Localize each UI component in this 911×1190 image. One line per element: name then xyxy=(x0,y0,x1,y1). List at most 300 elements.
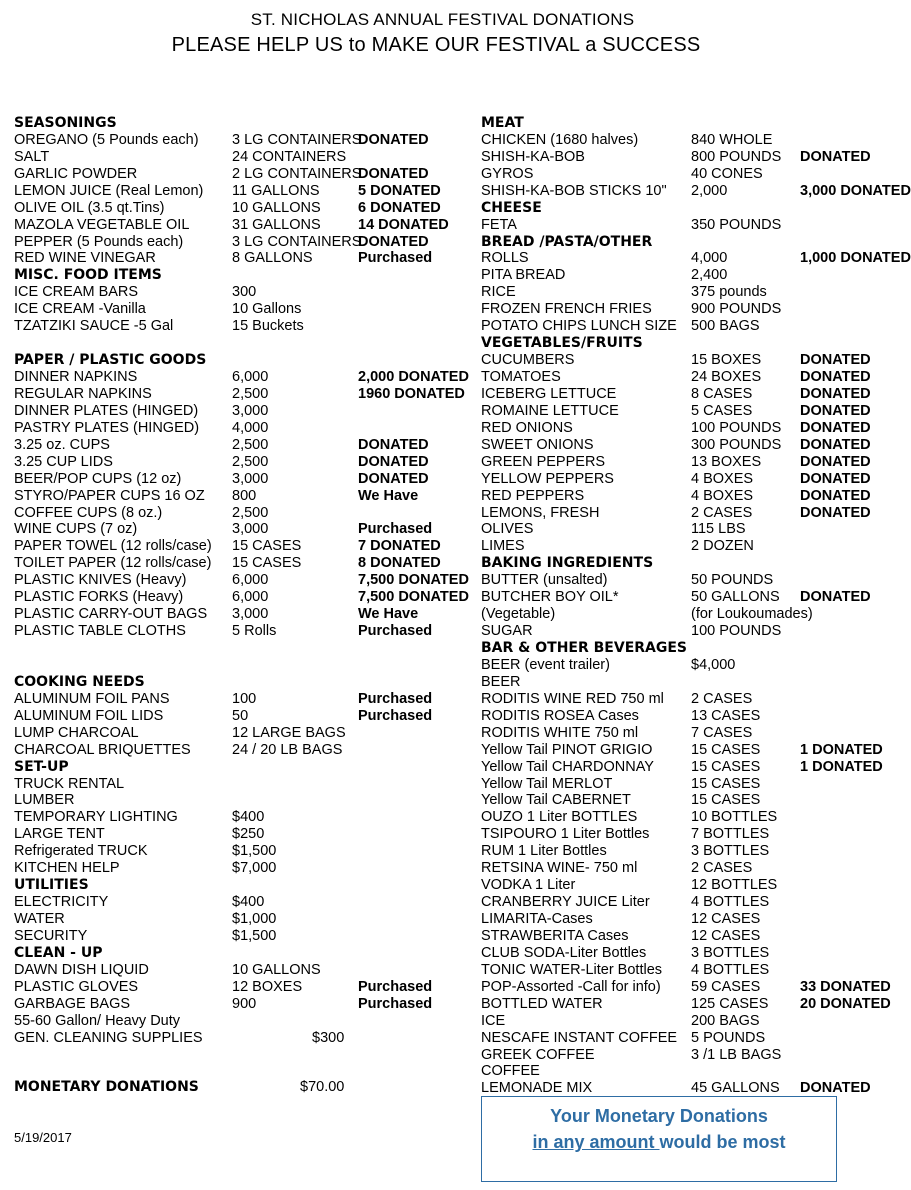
item-quantity: 24 CONTAINERS xyxy=(232,148,347,165)
item-name: ALUMINUM FOIL PANS xyxy=(14,690,170,707)
donation-item-row xyxy=(481,1030,900,1047)
item-quantity: 800 xyxy=(232,487,257,504)
item-name: BEER (event trailer) xyxy=(481,656,610,673)
item-name: ICEBERG LETTUCE xyxy=(481,385,617,402)
item-status: DONATED xyxy=(800,419,871,436)
item-name: PAPER TOWEL (12 rolls/case) xyxy=(14,538,212,555)
donation-item-row xyxy=(481,843,900,860)
donation-item-row xyxy=(481,928,900,945)
donation-item-row xyxy=(481,1080,900,1097)
spacer-row xyxy=(14,657,480,674)
item-quantity: 5 Rolls xyxy=(232,623,277,640)
item-name: VODKA 1 Liter xyxy=(481,877,576,894)
item-quantity: 2 CASES xyxy=(691,504,753,521)
item-name: POP-Assorted -Call for info) xyxy=(481,978,661,995)
item-quantity: 45 GALLONS xyxy=(691,1080,780,1097)
item-status: 14 DONATED xyxy=(358,216,449,233)
item-quantity: 10 BOTTLES xyxy=(691,809,778,826)
donation-item-row xyxy=(481,979,900,996)
item-status: Purchased xyxy=(358,707,433,724)
item-name: ICE CREAM -Vanilla xyxy=(14,301,146,318)
item-status: DONATED xyxy=(800,385,871,402)
item-name: OLIVE OIL (3.5 qt.Tins) xyxy=(14,199,165,216)
item-status: Purchased xyxy=(358,978,433,995)
item-quantity: 840 WHOLE xyxy=(691,131,773,148)
item-quantity: 4 BOXES xyxy=(691,487,754,504)
item-name: CUCUMBERS xyxy=(481,352,575,369)
item-status: 3,000 DONATED xyxy=(800,182,911,199)
donation-item-row xyxy=(14,1030,480,1047)
item-name: RODITIS ROSEA Cases xyxy=(481,707,639,724)
left-donation-list xyxy=(14,98,480,1047)
item-status: Purchased xyxy=(358,995,433,1012)
item-quantity: 2,500 xyxy=(232,453,269,470)
donation-item-row xyxy=(14,843,480,860)
item-name: LUMP CHARCOAL xyxy=(14,724,139,741)
item-name: OUZO 1 Liter BOTTLES xyxy=(481,809,638,826)
item-quantity: $1,000 xyxy=(232,911,277,927)
section-header xyxy=(14,674,480,691)
donation-item-row xyxy=(14,911,480,928)
item-name: RODITIS WHITE 750 ml xyxy=(481,724,639,741)
donation-item-row xyxy=(14,725,480,742)
item-name: STRAWBERITA Cases xyxy=(481,927,629,944)
item-status: DONATED xyxy=(358,453,429,470)
donation-item-row xyxy=(481,505,900,522)
donation-item-row xyxy=(481,182,911,200)
donation-item-row xyxy=(14,792,480,809)
donation-item-row xyxy=(14,250,480,267)
donation-item-row xyxy=(14,183,480,200)
item-quantity: 10 GALLONS xyxy=(232,961,321,978)
donation-item-row xyxy=(14,301,480,318)
donation-item-row xyxy=(481,386,900,403)
item-name: ALUMINUM FOIL LIDS xyxy=(14,707,164,724)
item-name: BUTCHER BOY OIL* xyxy=(481,589,619,606)
item-quantity: 40 CONES xyxy=(691,165,763,182)
item-quantity: 6,000 xyxy=(232,589,269,606)
item-status: 7,500 DONATED xyxy=(358,572,469,589)
item-name: RODITIS WINE RED 750 ml xyxy=(481,690,664,707)
item-quantity: 24 BOXES xyxy=(691,369,762,385)
donation-item-row xyxy=(14,471,480,488)
item-quantity: 13 BOXES xyxy=(691,453,762,470)
callout-line1: Your Monetary Donations xyxy=(550,1106,768,1126)
item-name: ROMAINE LETTUCE xyxy=(481,402,619,419)
item-name: GYROS xyxy=(481,165,534,182)
item-name: Yellow Tail CHARDONNAY xyxy=(481,758,654,775)
item-quantity: 100 POUNDS xyxy=(691,419,782,436)
section-header-text: UTILITIES xyxy=(14,877,89,894)
donation-item-row xyxy=(14,369,480,386)
item-name: ELECTRICITY xyxy=(14,894,109,911)
donation-item-row xyxy=(481,606,900,623)
item-name: PITA BREAD xyxy=(481,267,566,284)
donation-item-row xyxy=(14,200,480,217)
item-status: DONATED xyxy=(800,148,871,165)
item-quantity: $400 xyxy=(232,894,265,911)
item-quantity: 900 POUNDS xyxy=(691,301,782,318)
section-header-text: BAR & OTHER BEVERAGES xyxy=(481,640,688,656)
item-name: POTATO CHIPS LUNCH SIZE xyxy=(481,318,677,335)
item-status: DONATED xyxy=(358,131,429,148)
donation-item-row xyxy=(14,488,480,505)
section-header xyxy=(481,555,900,572)
donation-item-row xyxy=(481,792,900,809)
section-header-text: VEGETABLES/FRUITS xyxy=(481,335,643,352)
item-name: BEER xyxy=(481,673,521,690)
item-status: DONATED xyxy=(358,470,429,487)
section-header xyxy=(481,335,900,352)
item-name: CLUB SODA-Liter Bottles xyxy=(481,944,647,961)
item-quantity: 800 POUNDS xyxy=(691,148,782,165)
donation-item-row xyxy=(481,894,900,911)
section-header xyxy=(481,115,900,132)
item-quantity: 59 CASES xyxy=(691,978,761,995)
item-name: NESCAFE INSTANT COFFEE xyxy=(481,1029,678,1046)
section-header-text: PAPER / PLASTIC GOODS xyxy=(14,352,207,369)
item-status: We Have xyxy=(358,487,419,504)
item-name: PLASTIC CARRY-OUT BAGS xyxy=(14,606,208,623)
section-header xyxy=(14,877,480,894)
section-header-text: SET-UP xyxy=(14,758,69,775)
donation-item-row xyxy=(481,826,900,843)
donation-item-row xyxy=(481,471,900,488)
donation-item-row xyxy=(14,776,480,793)
donation-item-row xyxy=(481,437,900,454)
item-quantity: 115 LBS xyxy=(691,521,746,538)
item-quantity: 50 GALLONS xyxy=(691,589,780,606)
donation-item-row xyxy=(14,742,480,759)
item-status: DONATED xyxy=(800,402,871,419)
item-name: CRANBERRY JUICE Liter xyxy=(481,894,650,911)
item-quantity: 15 CASES xyxy=(232,555,302,572)
item-name: LIMES xyxy=(481,538,525,555)
item-quantity: 12 CASES xyxy=(691,911,761,927)
donation-item-row xyxy=(481,318,900,335)
item-quantity: 4 BOTTLES xyxy=(691,961,770,978)
donation-item-row xyxy=(481,284,900,301)
item-name: DINNER NAPKINS xyxy=(14,369,138,385)
donation-item-row xyxy=(14,572,480,589)
donation-item-row xyxy=(481,674,900,691)
donation-item-row xyxy=(481,250,911,267)
donation-item-row xyxy=(481,572,900,589)
donation-item-row xyxy=(481,217,900,234)
callout-underlined-text: in any amount xyxy=(532,1132,660,1152)
item-name: WATER xyxy=(14,911,65,927)
donation-item-row xyxy=(14,386,480,403)
donation-item-row xyxy=(481,945,900,962)
item-status: DONATED xyxy=(800,453,871,470)
item-name: 3.25 CUP LIDS xyxy=(14,453,113,470)
item-name: TOILET PAPER (12 rolls/case) xyxy=(14,555,212,572)
donation-item-row xyxy=(14,538,480,555)
item-quantity: 15 CASES xyxy=(691,775,761,792)
item-status: 1960 DONATED xyxy=(358,385,465,402)
item-status: 8 DONATED xyxy=(358,555,441,572)
section-header xyxy=(14,945,480,962)
donation-item-row xyxy=(481,962,900,979)
item-quantity: 3,000 xyxy=(232,402,269,419)
donation-item-row xyxy=(481,725,900,742)
item-status: 6 DONATED xyxy=(358,199,441,216)
item-name: PEPPER (5 Pounds each) xyxy=(14,233,184,250)
item-name: 3.25 oz. CUPS xyxy=(14,436,110,453)
item-name: SHISH-KA-BOB STICKS 10" xyxy=(481,182,667,199)
item-name: 55-60 Gallon/ Heavy Duty xyxy=(14,1012,181,1029)
item-quantity: 7 CASES xyxy=(691,724,753,741)
donation-item-row xyxy=(14,860,480,877)
item-name: TSIPOURO 1 Liter Bottles xyxy=(481,826,650,843)
donation-item-row xyxy=(481,454,900,471)
item-name: RED WINE VINEGAR xyxy=(14,250,156,267)
monetary-donations-label: MONETARY DONATIONS xyxy=(14,1079,199,1095)
item-quantity: 15 CASES xyxy=(232,538,302,555)
item-quantity: 50 xyxy=(232,707,249,724)
item-quantity: (for Loukoumades) xyxy=(691,606,813,623)
item-quantity: 12 BOXES xyxy=(232,978,303,995)
section-header-text: BAKING INGREDIENTS xyxy=(481,555,654,572)
donation-item-row xyxy=(481,166,900,183)
item-name: LIMARITA-Cases xyxy=(481,911,593,927)
donation-item-row xyxy=(481,488,900,505)
item-quantity: 24 / 20 LB BAGS xyxy=(232,741,343,758)
item-name: KITCHEN HELP xyxy=(14,860,120,877)
item-quantity: 3,000 xyxy=(232,470,269,487)
section-header-text: MEAT xyxy=(481,114,524,131)
item-quantity: 4 BOXES xyxy=(691,470,754,487)
item-quantity: 4 BOTTLES xyxy=(691,894,770,911)
item-status: Purchased xyxy=(358,690,433,707)
item-quantity: 50 POUNDS xyxy=(691,572,774,589)
item-quantity: $250 xyxy=(232,826,265,843)
item-status: 2,000 DONATED xyxy=(358,369,469,385)
item-name: RED PEPPERS xyxy=(481,487,585,504)
item-name: TRUCK RENTAL xyxy=(14,775,125,792)
item-quantity: 2,500 xyxy=(232,436,269,453)
donation-item-row xyxy=(14,809,480,826)
item-name: TEMPORARY LIGHTING xyxy=(14,809,178,826)
donation-item-row xyxy=(14,606,480,623)
item-quantity: 125 CASES xyxy=(691,995,769,1012)
donation-item-row xyxy=(14,979,480,996)
item-name: GEN. CLEANING SUPPLIES xyxy=(14,1029,203,1046)
donation-item-row xyxy=(14,996,480,1013)
item-name: GARBAGE BAGS xyxy=(14,995,131,1012)
item-quantity: 350 POUNDS xyxy=(691,216,782,233)
item-quantity: 2,400 xyxy=(691,267,728,284)
donation-item-row xyxy=(14,420,480,437)
donation-item-row xyxy=(14,454,480,471)
item-quantity: 5 POUNDS xyxy=(691,1029,766,1046)
item-name: ROLLS xyxy=(481,250,529,267)
item-name: WINE CUPS (7 oz) xyxy=(14,521,138,538)
item-quantity: 2 DOZEN xyxy=(691,538,754,555)
donation-item-row xyxy=(481,352,900,369)
item-name: SUGAR xyxy=(481,623,533,640)
item-status: 5 DONATED xyxy=(358,182,441,199)
item-quantity: 15 Buckets xyxy=(232,318,304,335)
item-name: Yellow Tail MERLOT xyxy=(481,775,613,792)
donation-item-row xyxy=(14,962,480,979)
donation-item-row xyxy=(481,1013,900,1030)
item-name: RICE xyxy=(481,284,516,301)
section-header xyxy=(14,115,480,132)
callout-line2 xyxy=(482,1129,836,1155)
donation-item-row xyxy=(14,166,480,183)
item-quantity: 3 BOTTLES xyxy=(691,843,770,860)
item-status: DONATED xyxy=(800,470,871,487)
item-name: GREEK COFFEE xyxy=(481,1046,595,1063)
item-name: PLASTIC TABLE CLOTHS xyxy=(14,623,186,640)
item-name: PLASTIC KNIVES (Heavy) xyxy=(14,572,187,589)
item-quantity: 3,000 xyxy=(232,606,269,623)
donation-item-row xyxy=(14,521,480,538)
item-name: MAZOLA VEGETABLE OIL xyxy=(14,216,190,233)
item-name: DINNER PLATES (HINGED) xyxy=(14,402,199,419)
item-name: CHARCOAL BRIQUETTES xyxy=(14,741,191,758)
item-name: GREEN PEPPERS xyxy=(481,453,606,470)
item-quantity: 12 BOTTLES xyxy=(691,877,778,894)
section-header xyxy=(481,640,900,657)
item-quantity: 500 BAGS xyxy=(691,318,760,335)
item-quantity: $1,500 xyxy=(232,927,277,944)
item-status: DONATED xyxy=(800,504,871,521)
item-quantity: 12 CASES xyxy=(691,927,761,944)
item-status: DONATED xyxy=(800,369,871,385)
monetary-donations-callout xyxy=(481,1096,837,1182)
item-quantity: 4,000 xyxy=(691,250,728,267)
item-name: RED ONIONS xyxy=(481,419,573,436)
donation-item-row xyxy=(14,234,480,251)
section-header-text: BREAD /PASTA/OTHER xyxy=(481,233,653,250)
item-quantity: 15 BOXES xyxy=(691,352,762,369)
item-name: RUM 1 Liter Bottles xyxy=(481,843,607,860)
donation-item-row xyxy=(481,742,900,759)
donation-item-row xyxy=(14,826,480,843)
donation-item-row xyxy=(481,776,900,793)
item-name: STYRO/PAPER CUPS 16 OZ xyxy=(14,487,205,504)
donation-item-row xyxy=(481,149,900,166)
donation-item-row xyxy=(481,860,900,877)
item-name: CHICKEN (1680 halves) xyxy=(481,131,639,148)
item-quantity: 300 POUNDS xyxy=(691,436,782,453)
item-quantity: 3 /1 LB BAGS xyxy=(691,1046,782,1063)
item-name: YELLOW PEPPERS xyxy=(481,470,614,487)
donation-item-row xyxy=(481,301,900,318)
right-donation-list xyxy=(481,98,911,1097)
item-quantity: 8 GALLONS xyxy=(232,250,313,267)
section-header xyxy=(14,352,480,369)
donation-item-row xyxy=(14,623,480,640)
item-status: We Have xyxy=(358,606,419,623)
item-name: RETSINA WINE- 750 ml xyxy=(481,860,638,877)
donation-item-row xyxy=(481,1047,900,1064)
item-quantity: 10 GALLONS xyxy=(232,199,321,216)
item-quantity: 2 CASES xyxy=(691,690,753,707)
spacer-row xyxy=(14,640,480,657)
item-quantity: 8 CASES xyxy=(691,385,753,402)
item-status: DONATED xyxy=(800,487,871,504)
item-quantity: $1,500 xyxy=(232,843,277,860)
item-name: OREGANO (5 Pounds each) xyxy=(14,131,199,148)
item-quantity: 7 BOTTLES xyxy=(691,826,770,843)
donation-item-row xyxy=(481,267,900,284)
donation-item-row xyxy=(481,589,900,606)
item-status: 1,000 DONATED xyxy=(800,250,911,267)
donation-item-row xyxy=(14,132,480,149)
donation-item-row xyxy=(481,403,900,420)
item-quantity: 2,500 xyxy=(232,385,269,402)
spacer-row xyxy=(481,98,900,115)
item-name: ICE xyxy=(481,1012,506,1029)
item-quantity: 2 CASES xyxy=(691,860,753,877)
donation-item-row xyxy=(481,759,900,776)
item-name: LEMONADE MIX xyxy=(481,1080,593,1097)
item-name: BEER/POP CUPS (12 oz) xyxy=(14,470,182,487)
donation-item-row xyxy=(481,132,900,149)
item-status: 20 DONATED xyxy=(800,995,891,1012)
item-name: TOMATOES xyxy=(481,369,561,385)
item-name: GARLIC POWDER xyxy=(14,165,138,182)
item-quantity: 900 xyxy=(232,995,257,1012)
item-quantity: $7,000 xyxy=(232,860,277,877)
item-quantity: 3,000 xyxy=(232,521,269,538)
item-quantity: 100 xyxy=(232,690,257,707)
item-name: OLIVES xyxy=(481,521,534,538)
item-status: Purchased xyxy=(358,521,433,538)
item-name: SWEET ONIONS xyxy=(481,436,594,453)
donation-item-row xyxy=(481,657,900,674)
donation-item-row xyxy=(481,538,900,555)
donation-item-row xyxy=(14,928,480,945)
item-name: Yellow Tail PINOT GRIGIO xyxy=(481,741,653,758)
donation-item-row xyxy=(481,911,900,928)
donation-item-row xyxy=(14,555,480,572)
item-name: Yellow Tail CABERNET xyxy=(481,792,631,809)
item-status: DONATED xyxy=(358,233,429,250)
item-quantity: 15 CASES xyxy=(691,758,761,775)
donation-item-row xyxy=(14,149,480,166)
item-status: DONATED xyxy=(800,1080,871,1097)
item-name: ICE CREAM BARS xyxy=(14,284,139,301)
donation-item-row xyxy=(14,403,480,420)
item-quantity: 3 LG CONTAINERS xyxy=(232,131,362,148)
donation-item-row xyxy=(14,318,480,335)
item-quantity: 15 CASES xyxy=(691,792,761,809)
section-header-text: SEASONINGS xyxy=(14,114,117,131)
section-header xyxy=(481,234,900,251)
item-status: DONATED xyxy=(800,352,871,369)
donation-item-row xyxy=(481,369,900,386)
donation-item-row xyxy=(481,809,900,826)
donation-item-row xyxy=(481,623,900,640)
item-quantity: 31 GALLONS xyxy=(232,216,321,233)
item-quantity: 10 Gallons xyxy=(232,301,302,318)
item-name: LEMON JUICE (Real Lemon) xyxy=(14,182,204,199)
item-name: SHISH-KA-BOB xyxy=(481,148,585,165)
item-quantity: $4,000 xyxy=(691,656,736,673)
item-quantity: 300 xyxy=(232,284,257,301)
item-name: SECURITY xyxy=(14,927,88,944)
item-quantity: 12 LARGE BAGS xyxy=(232,724,346,741)
item-name: LARGE TENT xyxy=(14,826,105,843)
item-status: DONATED xyxy=(800,436,871,453)
item-quantity: 15 CASES xyxy=(691,741,761,758)
monetary-donations-amount: $70.00 xyxy=(300,1079,345,1095)
donation-item-row xyxy=(481,521,900,538)
